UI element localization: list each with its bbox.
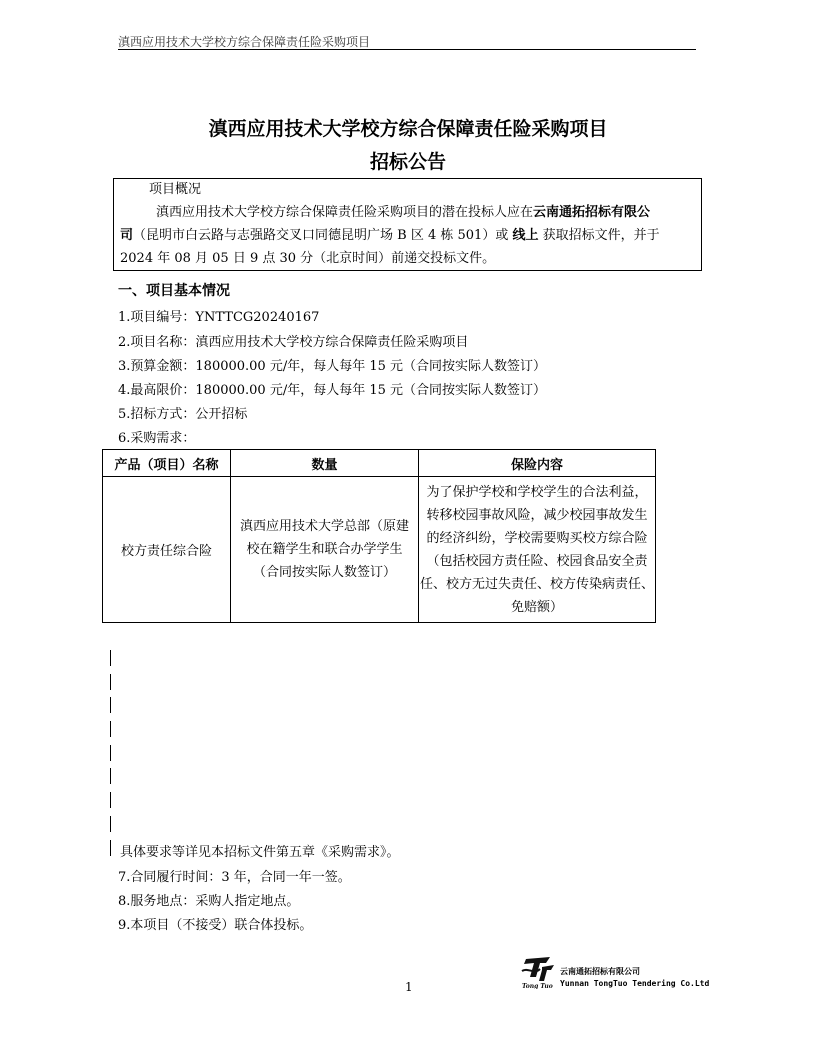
content-line: 转移校园事故风险，减少校园事故发生 bbox=[426, 507, 648, 523]
requirements-note: 具体要求等详见本招标文件第五章《采购需求》。 bbox=[120, 845, 400, 860]
content-line: （包括校园方责任险、校园食品安全责 bbox=[426, 553, 648, 569]
cell-insurance-content bbox=[419, 477, 656, 623]
item-requirements: 6.采购需求： bbox=[118, 431, 196, 446]
item-budget: 3.预算金额：180000.00 元/年，每人每年 15 元（合同按实际人数签订） bbox=[118, 359, 547, 374]
tongtuo-logo-icon bbox=[520, 955, 558, 993]
content-line: 任、校方无过失责任、校方传染病责任、 bbox=[419, 576, 654, 592]
page-number: 1 bbox=[405, 980, 413, 994]
summary-heading: 项目概况 bbox=[149, 182, 202, 197]
summary-address: （昆明市白云路与志强路交叉口同德昆明广场 B 区 4 栋 501）或 bbox=[133, 228, 513, 243]
qty-line: 滇西应用技术大学总部（原建 bbox=[239, 519, 409, 534]
summary-line-3: 2024 年 08 月 05 日 9 点 30 分（北京时间）前递交投标文件。 bbox=[120, 251, 496, 266]
summary-line-1 bbox=[156, 201, 650, 224]
qty-line: 校在籍学生和联合办学学生 bbox=[246, 542, 403, 557]
document-title: 滇西应用技术大学校方综合保障责任险采购项目 bbox=[208, 118, 608, 140]
revision-bar bbox=[110, 674, 111, 690]
cell-quantity bbox=[231, 477, 419, 623]
content-line: 的经济纠纷，学校需要购买校方综合险 bbox=[426, 530, 648, 546]
section-heading: 一、项目基本情况 bbox=[118, 283, 230, 299]
col-header-name: 产品（项目）名称 bbox=[103, 450, 231, 477]
table-row bbox=[103, 477, 656, 623]
summary-text: 获取招标文件，并于 bbox=[538, 228, 660, 243]
item-project-name: 2.项目名称：滇西应用技术大学校方综合保障责任险采购项目 bbox=[118, 335, 469, 350]
revision-bar bbox=[110, 768, 111, 784]
online-bold: 线上 bbox=[512, 228, 539, 243]
summary-text: 滇西应用技术大学校方综合保障责任险采购项目的潜在投标人应在 bbox=[156, 205, 534, 220]
item-project-number: 1.项目编号：YNTTCG20240167 bbox=[118, 310, 320, 325]
agency-name-bold-end: 司 bbox=[120, 228, 134, 243]
document-subtitle: 招标公告 bbox=[369, 151, 446, 173]
content-line: 为了保护学校和学校学生的合法利益， bbox=[426, 484, 648, 500]
revision-bar bbox=[110, 816, 111, 832]
revision-bar bbox=[110, 650, 111, 666]
logo-text: Tong Tuo bbox=[522, 983, 553, 989]
item-consortium: 9.本项目（不接受）联合体投标。 bbox=[118, 918, 313, 933]
company-name-cn: 云南通拓招标有限公司 bbox=[560, 967, 640, 976]
col-header-content: 保险内容 bbox=[419, 450, 656, 477]
revision-bar bbox=[110, 721, 111, 737]
item-contract-period: 7.合同履行时间：3 年，合同一年一签。 bbox=[118, 870, 351, 885]
revision-bar bbox=[110, 792, 111, 808]
summary-line-2 bbox=[120, 224, 660, 247]
content-line: 免赔额） bbox=[510, 599, 563, 615]
revision-bar bbox=[110, 840, 111, 856]
item-method: 5.招标方式：公开招标 bbox=[118, 407, 248, 422]
item-max-price: 4.最高限价：180000.00 元/年，每人每年 15 元（合同按实际人数签订） bbox=[118, 383, 547, 398]
table-header-row bbox=[103, 450, 656, 477]
revision-bar bbox=[110, 745, 111, 761]
header-divider bbox=[118, 49, 696, 50]
requirements-table bbox=[102, 449, 656, 623]
qty-line: （合同按实际人数签订） bbox=[252, 565, 396, 580]
col-header-qty: 数量 bbox=[231, 450, 419, 477]
revision-bar bbox=[110, 697, 111, 713]
project-summary-box bbox=[113, 178, 702, 271]
running-header: 滇西应用技术大学校方综合保障责任险采购项目 bbox=[118, 35, 371, 49]
item-service-location: 8.服务地点：采购人指定地点。 bbox=[118, 894, 300, 909]
agency-name-bold: 云南通拓招标有限公 bbox=[533, 205, 651, 220]
company-name-en: Yunnan TongTuo Tendering Co.Ltd bbox=[560, 979, 710, 988]
cell-product-name: 校方责任综合险 bbox=[103, 477, 231, 623]
